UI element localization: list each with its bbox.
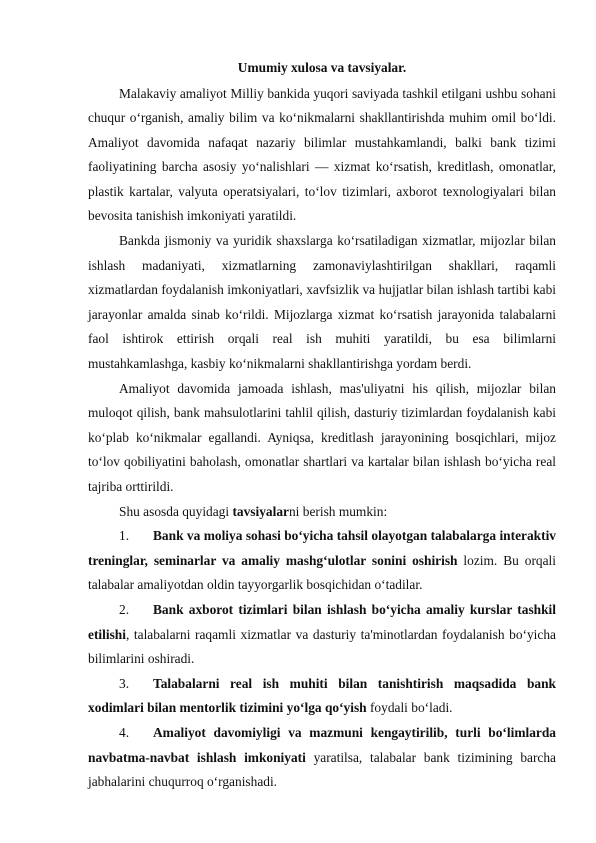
recommendation-2: [88, 598, 556, 672]
recommendation-number: 2.: [119, 601, 130, 617]
recommendation-number: 3.: [119, 675, 130, 691]
paragraph-1: Malakaviy amaliyot Milliy bankida yuqori saviyada tashkil etilgani ushbu sohani chuqur o‘rganish, amaliy bilim va ko‘nikmalarni shakllantirishda muhim omil bo‘ldi. Amaliyot davomida nafaqat nazariy bilimlar mustahkamlandi, balki bank tizimi faoliyatining barcha asosiy yo‘nalishlari — xizmat ko‘rsatish, kreditlash, omonatlar, plastik kartalar, valyuta operatsiyalari, to‘lov tizimlari, axborot texnologiyalari bilan bevosita tanishish imkoniyati yaratildi.: [88, 85, 556, 224]
recommendations-intro: [88, 500, 556, 525]
recommendation-rest-text: , talabalarni raqamli xizmatlar va dasturiy ta'minotlardan foydalanish bo‘yicha bilimlarini oshiradi.: [88, 626, 556, 667]
recommendation-rest-text: yaratilsa, talabalar bank tizimining barcha jabhalarini chuqurroq o‘rganishadi.: [88, 749, 556, 790]
recommendation-number: 1.: [119, 528, 130, 544]
intro-bold-word: tavsiyalar: [232, 503, 289, 519]
recommendation-4: [88, 721, 556, 795]
recommendation-number: 4.: [119, 724, 130, 740]
intro-text-after: ni berish mumkin:: [288, 503, 388, 519]
recommendation-bold-text: Amaliyot davomiyligi va mazmuni kengaytirilib, turli bo‘limlarda navbatma-navbat ishlash imkoniyati: [88, 724, 556, 765]
recommendation-3: [88, 672, 556, 721]
recommendation-rest-text: lozim. Bu orqali talabalar amaliyotdan oldin tayyorgarlik bosqichidan o‘tadilar.: [88, 552, 556, 593]
paragraph-2: Bankda jismoniy va yuridik shaxslarga ko‘rsatiladigan xizmatlar, mijozlar bilan ishlash madaniyati, xizmatlarning zamonaviylashtirilgan shakllari, raqamli xizmatlardan foydalanish imkoniyatlari, xavfsizlik va hujjatlar bilan ishlash tartibi kabi jarayonlar amalda sinab ko‘rildi. Mijozlarga xizmat ko‘rsatish jarayonida talabalarni faol ishtirok ettirish orqali real ish muhiti yaratildi, bu esa bilimlarni mustahkamlashga, kasbiy ko‘nikmalarni shakllantirishga yordam berdi.: [88, 233, 556, 372]
recommendation-rest-text: foydali bo‘ladi.: [366, 700, 453, 716]
document-title: Umumiy xulosa va tavsiyalar.: [237, 60, 407, 75]
intro-text-before: Shu asosda quyidagi: [119, 503, 233, 519]
paragraph-3: Amaliyot davomida jamoada ishlash, mas'uliyatni his qilish, mijozlar bilan muloqot qilish, bank mahsulotlarini tahlil qilish, dasturiy tizimlardan foydalanish kabi ko‘plab ko‘nikmalar egallandi. Ayniqsa, kreditlash jarayonining bosqichlari, mijoz to‘lov qobiliyatini baholash, omonatlar shartlari va kartalar bilan ishlash bo‘yicha real tajriba orttirildi.: [88, 380, 556, 494]
recommendation-bold-text: Bank axborot tizimlari bilan ishlash bo‘yicha amaliy kurslar tashkil etilishi: [88, 601, 556, 642]
recommendation-1: [88, 524, 556, 598]
recommendation-bold-text: Bank va moliya sohasi bo‘yicha tahsil olayotgan talabalarga interaktiv treninglar, seminarlar va amaliy mashg‘ulotlar sonini oshirish: [88, 528, 556, 568]
recommendation-bold-text: Talabalarni real ish muhiti bilan tanishtirish maqsadida bank xodimlari bilan mentorlik tizimini yo‘lga qo‘yish: [88, 675, 556, 716]
